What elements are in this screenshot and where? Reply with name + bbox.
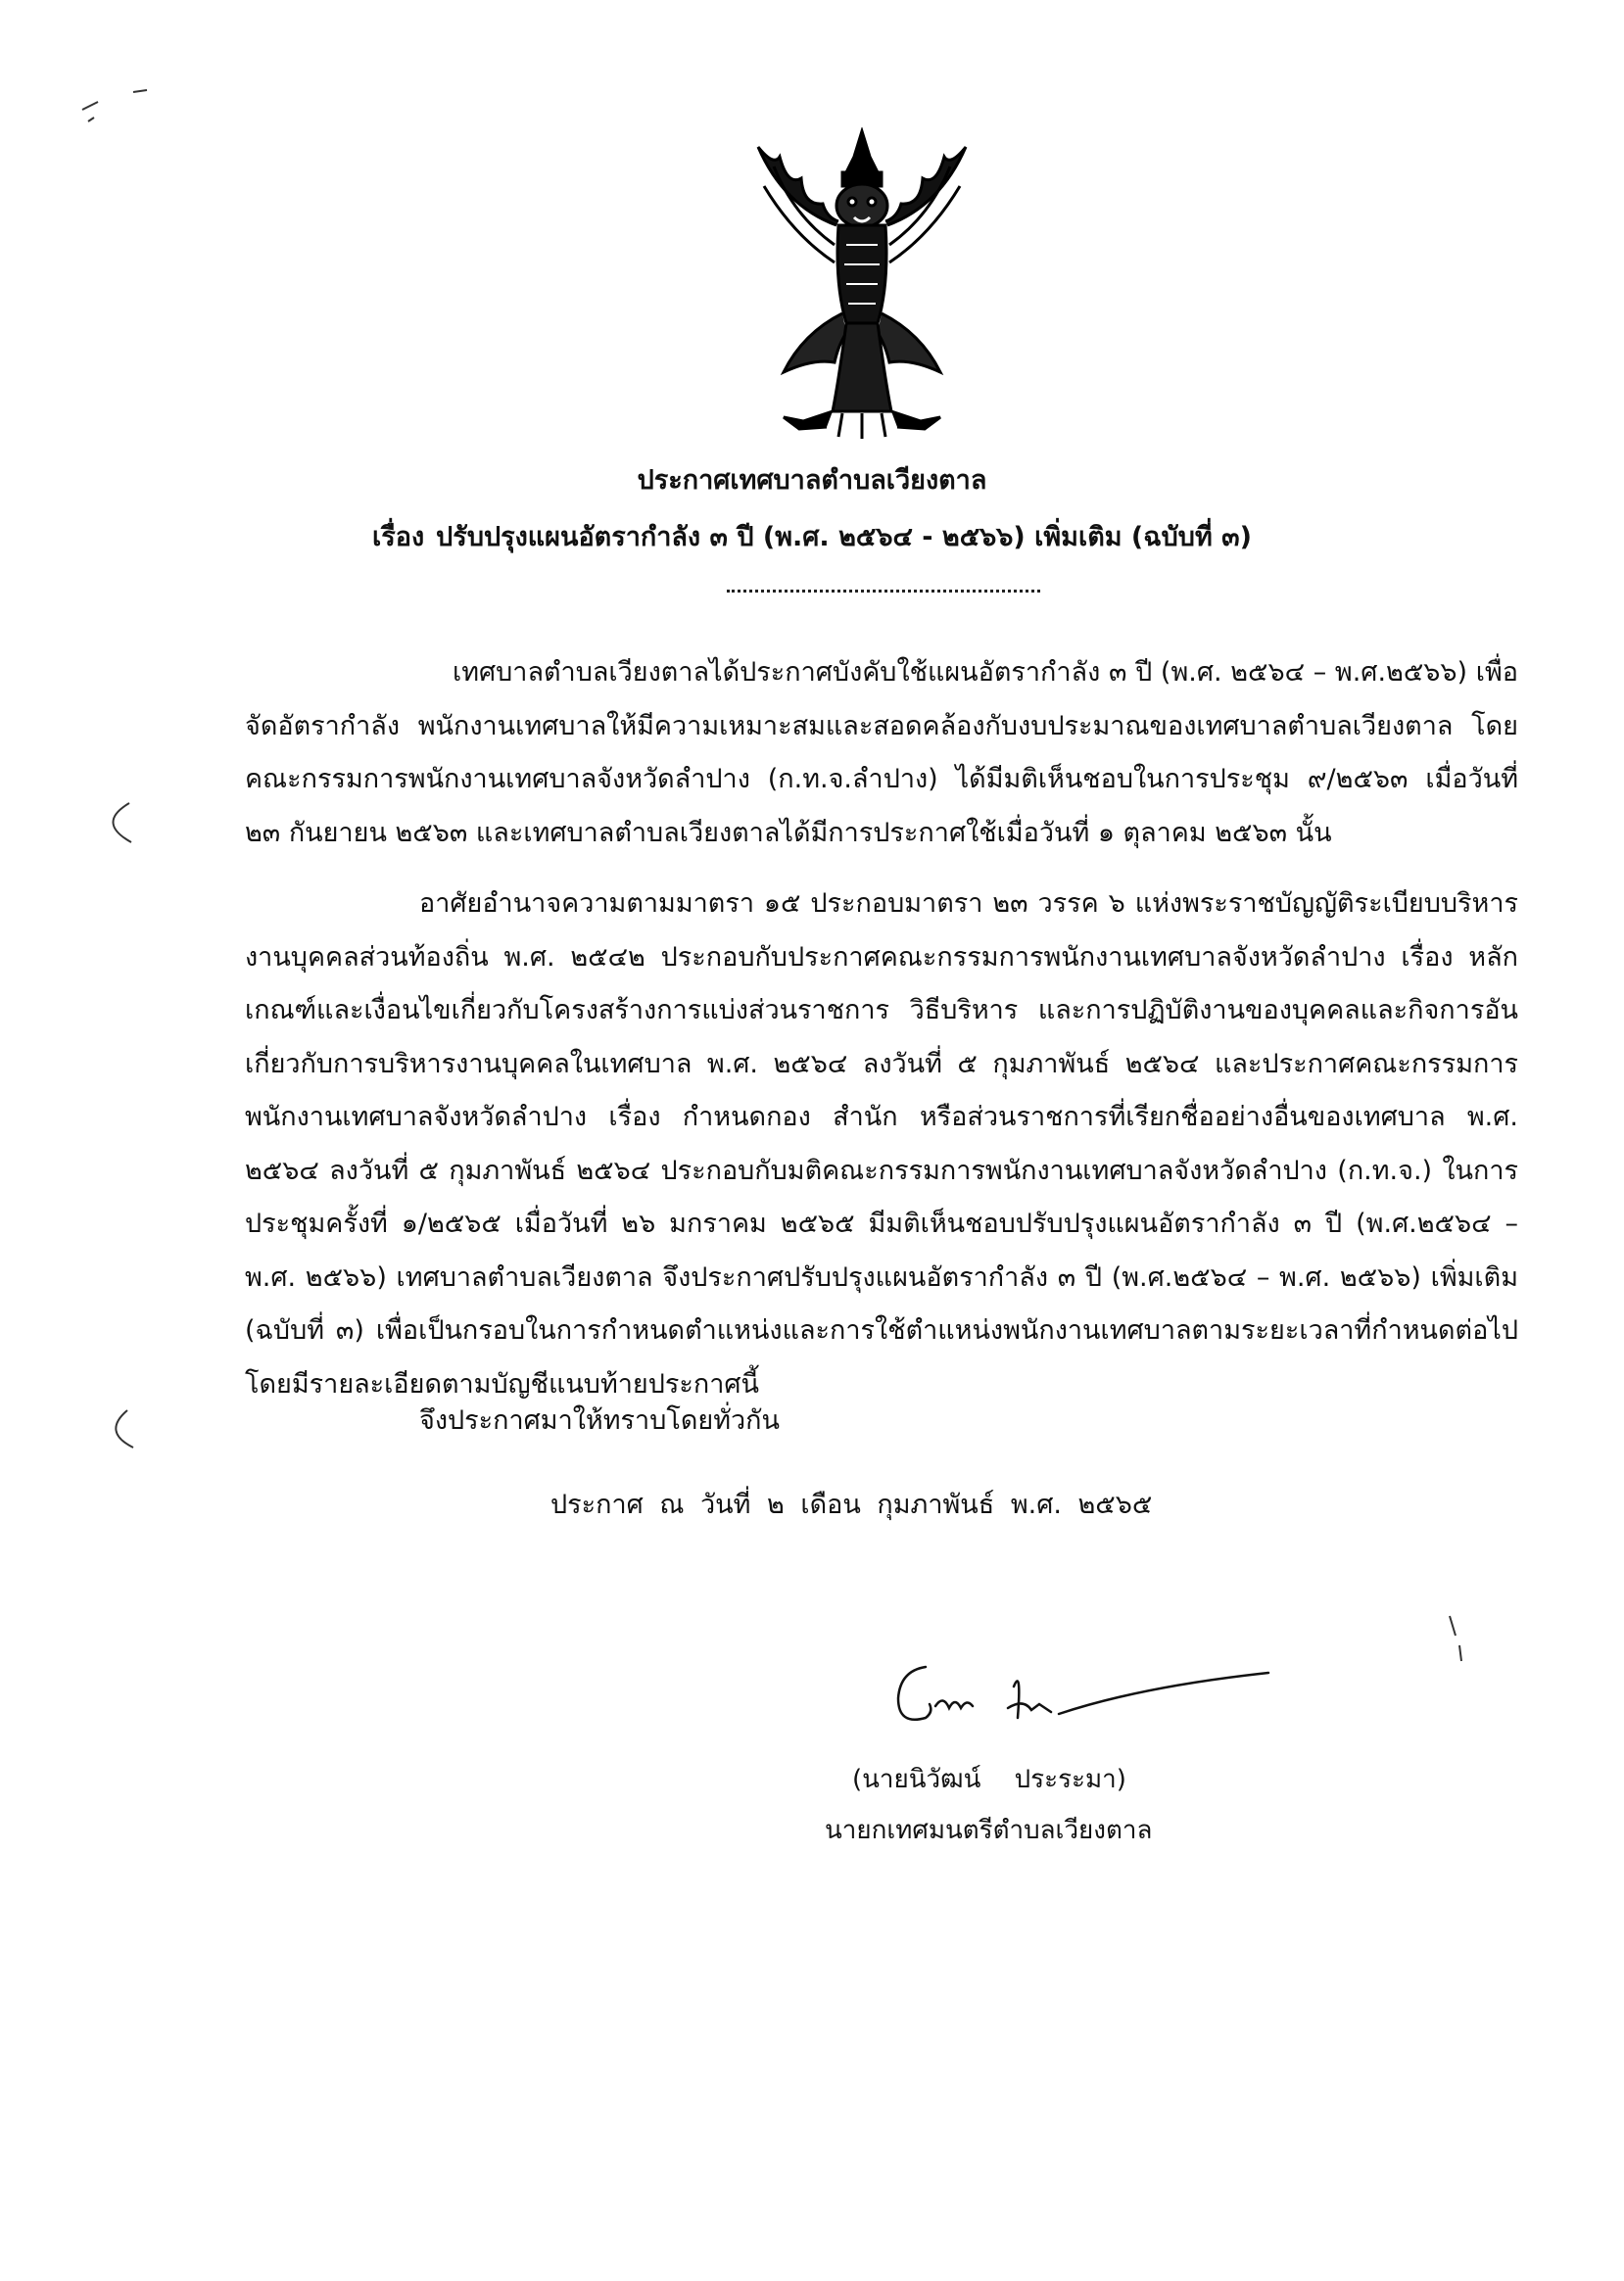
handwritten-signature-icon <box>886 1647 1278 1735</box>
body-paragraph-1: เทศบาลตำบลเวียงตาลได้ประกาศบังคับใช้แผนอัตรากำลัง ๓ ปี (พ.ศ. ๒๕๖๔ – พ.ศ.๒๕๖๖) เพื่อจัดอัตรากำลัง พนักงานเทศบาลให้มีความเหมาะสมและสอดคล้องกับงบประมาณของเทศบาลตำบลเวียงตาล โดยคณะกรรมการพนักงานเทศบาลจังหวัดลำปาง (ก.ท.จ.ลำปาง) ได้มีมติเห็นชอบในการประชุม ๙/๒๕๖๓ เมื่อวันที่ ๒๓ กันยายน ๒๕๖๓ และเทศบาลตำบลเวียงตาลได้มีการประกาศใช้เมื่อวันที่ ๑ ตุลาคม ๒๕๖๓ นั้น <box>245 657 1518 848</box>
dotted-divider <box>727 590 1040 593</box>
announcement-title: ประกาศเทศบาลตำบลเวียงตาล <box>637 465 987 496</box>
body-paragraph-2: อาศัยอำนาจความตามมาตรา ๑๕ ประกอบมาตรา ๒๓ วรรค ๖ แห่งพระราชบัญญัติระเบียบบริหารงานบุคคลส่วนท้องถิ่น พ.ศ. ๒๕๔๒ ประกอบกับประกาศคณะกรรมการพนักงานเทศบาลจังหวัดลำปาง เรื่อง หลักเกณฑ์และเงื่อนไขเกี่ยวกับโครงสร้างการแบ่งส่วนราชการ วิธีบริหาร และการปฏิบัติงานของบุคคลและกิจการอันเกี่ยวกับการบริหารงานบุคคลในเทศบาล พ.ศ. ๒๕๖๔ ลงวันที่ ๕ กุมภาพันธ์ ๒๕๖๔ และประกาศคณะกรรมการพนักงานเทศบาลจังหวัดลำปาง เรื่อง กำหนดกอง สำนัก หรือส่วนราชการที่เรียกชื่ออย่างอื่นของเทศบาล พ.ศ. ๒๕๖๔ ลงวันที่ ๕ กุมภาพันธ์ ๒๕๖๔ ประกอบกับมติคณะกรรมการพนักงานเทศบาลจังหวัดลำปาง (ก.ท.จ.) ในการประชุมครั้งที่ ๑/๒๕๖๕ เมื่อวันที่ ๒๖ มกราคม ๒๕๖๕ มีมติเห็นชอบปรับปรุงแผนอัตรากำลัง ๓ ปี (พ.ศ.๒๕๖๔ – พ.ศ. ๒๕๖๖) เทศบาลตำบลเวียงตาล จึงประกาศปรับปรุงแผนอัตรากำลัง ๓ ปี (พ.ศ.๒๕๖๔ – พ.ศ. ๒๕๖๖) เพิ่มเติม (ฉบับที่ ๓) เพื่อเป็นกรอบในการกำหนดตำแหน่งและการใช้ตำแหน่งพนักงานเทศบาลตามระยะเวลาที่กำหนดต่อไป โดยมีรายละเอียดตามบัญชีแนบท้ายประกาศนี้ <box>245 888 1518 1400</box>
announcement-date: ประกาศ ณ วันที่ ๒ เดือน กุมภาพันธ์ พ.ศ. ๒๕๖๕ <box>550 1490 1153 1520</box>
subject-label: เรื่อง <box>372 522 425 552</box>
garuda-emblem-icon <box>744 127 979 441</box>
signer-position: นายกเทศมนตรีตำบลเวียงตาล <box>825 1816 1153 1845</box>
announcement-subject <box>0 519 1624 556</box>
closing-statement: จึงประกาศมาให้ทราบโดยทั่วกัน <box>419 1405 780 1436</box>
subject-text: ปรับปรุงแผนอัตรากำลัง ๓ ปี (พ.ศ. ๒๕๖๔ - ๒๕๖๖) เพิ่มเติม (ฉบับที่ ๓) <box>436 522 1252 552</box>
signer-name: (นายนิวัฒน์ ประระมา) <box>852 1765 1126 1794</box>
